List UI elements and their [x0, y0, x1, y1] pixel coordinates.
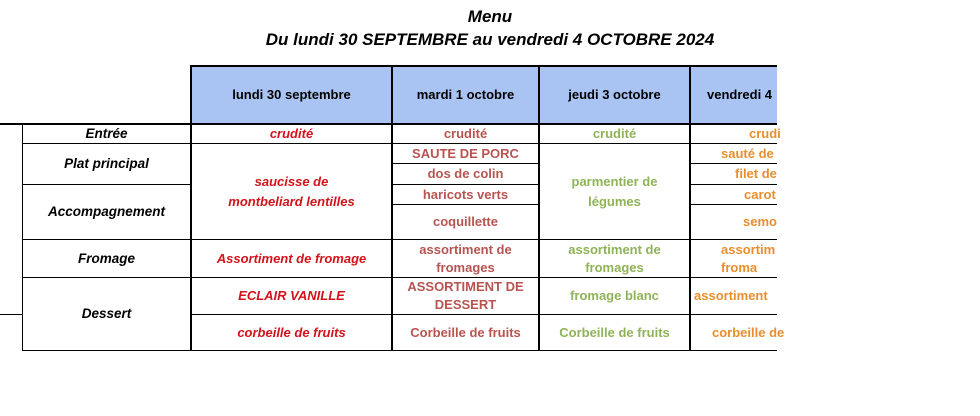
menu-title: Menu: [467, 7, 513, 26]
day-header-jeudi: jeudi 3 octobre: [568, 87, 661, 102]
vendredi-accomp-1: carot: [744, 186, 776, 202]
vendredi-entree: crudi: [749, 126, 781, 141]
row-label-entree: Entrée: [85, 126, 128, 141]
jeudi-fromage: assortiment de fromages: [568, 241, 661, 275]
mardi-plat-2: dos de colin: [427, 166, 504, 181]
day-header-vendredi: vendredi 4: [707, 87, 773, 102]
lundi-fromage: Assortiment de fromage: [216, 250, 367, 266]
vendredi-plat-1: sauté de: [721, 145, 774, 161]
vendredi-dessert-1: assortiment: [694, 288, 768, 303]
menu-subtitle: Du lundi 30 SEPTEMBRE au vendredi 4 OCTOBRE 2024: [265, 30, 715, 49]
lundi-dessert-2: corbeille de fruits: [237, 324, 346, 340]
vendredi-accomp-2: semo: [743, 214, 777, 229]
row-label-accompagnement: Accompagnement: [47, 204, 166, 219]
vendredi-fromage: assortim froma: [721, 241, 776, 275]
row-label-plat: Plat principal: [64, 156, 149, 171]
grid-line: [0, 314, 22, 315]
mardi-fromage: assortiment de fromages: [419, 241, 512, 275]
jeudi-dessert-1: fromage blanc: [570, 288, 659, 303]
row-label-dessert: Dessert: [81, 306, 132, 321]
mardi-plat-1: SAUTE DE PORC: [412, 145, 519, 161]
jeudi-entree: crudité: [592, 126, 637, 141]
mardi-dessert-2: Corbeille de fruits: [410, 324, 521, 340]
jeudi-plat: parmentier de légumes: [571, 173, 658, 209]
mardi-dessert-1: ASSORTIMENT DE DESSERT: [407, 279, 524, 312]
jeudi-dessert-2: Corbeille de fruits: [559, 324, 670, 340]
mardi-accomp-1: haricots verts: [422, 186, 509, 202]
lundi-plat: saucisse de montbeliard lentilles: [228, 173, 355, 209]
row-label-fromage: Fromage: [77, 250, 135, 266]
day-header-mardi: mardi 1 octobre: [416, 87, 515, 102]
day-header-lundi: lundi 30 septembre: [232, 87, 351, 102]
mardi-accomp-2: coquillette: [432, 214, 498, 229]
lundi-dessert-1: ECLAIR VANILLE: [238, 288, 345, 303]
grid-line: [22, 350, 777, 351]
vendredi-plat-2: filet de: [735, 166, 777, 181]
vendredi-dessert-2: corbeille de: [712, 324, 785, 340]
mardi-entree: crudité: [443, 126, 488, 141]
lundi-entree: crudité: [269, 126, 314, 141]
